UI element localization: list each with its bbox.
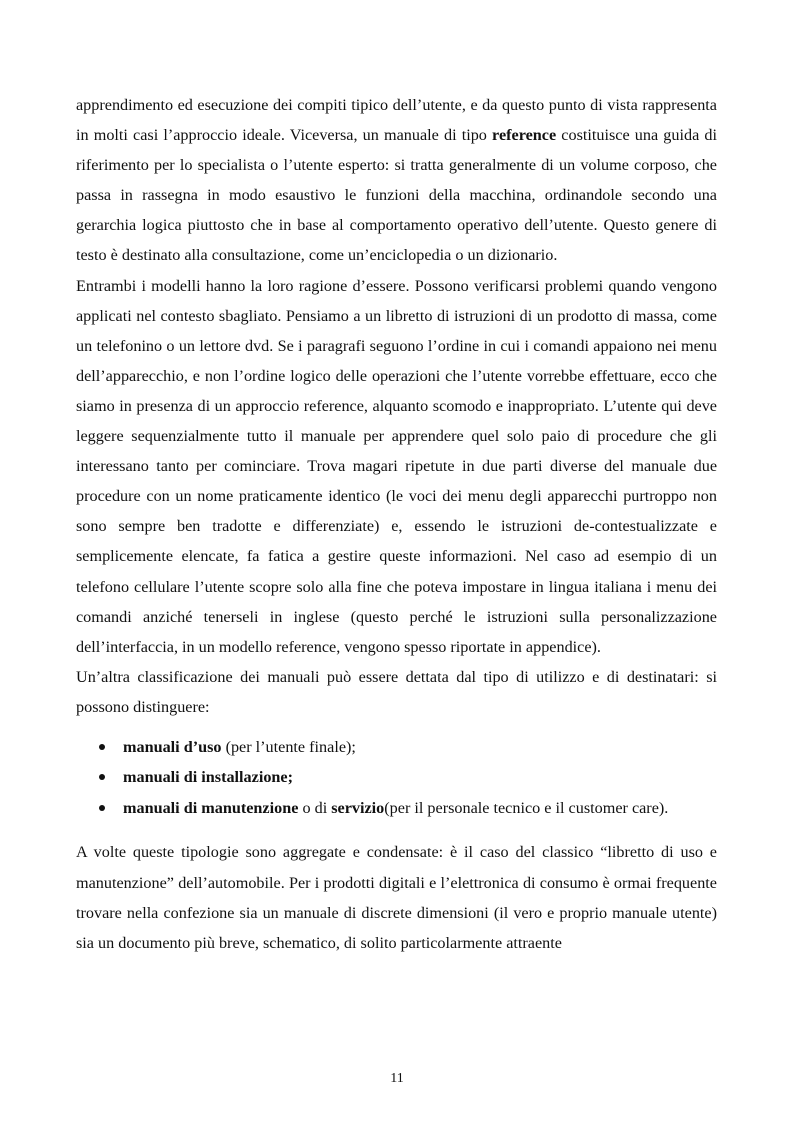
paragraph-4: A volte queste tipologie sono aggregate e condensate: è il caso del classico “libretto di uso e manutenzione” dell’automobile. Per i prodotti digitali e l’elettronica di consumo è ormai frequente trovare nella confezione sia un manuale di discrete dimensioni (il vero e proprio manuale utente) sia un documento più breve, schematico, di solito particolarmente attraente xyxy=(76,843,717,952)
page-number: 11 xyxy=(390,1071,404,1086)
paragraph-3: Un’altra classificazione dei manuali può essere dettata dal tipo di utilizzo e di destinatari: si possono distinguere: xyxy=(76,667,717,716)
list-item-bold: manuali di installazione; xyxy=(123,768,293,787)
list-item-bold: manuali di manutenzione xyxy=(123,798,299,817)
list-item xyxy=(76,762,717,793)
paragraph-2: Entrambi i modelli hanno la loro ragione d’essere. Possono verificarsi problemi quando vengono applicati nel contesto sbagliato. Pensiamo a un libretto di istruzioni di un prodotto di massa, come un telefonino o un lettore dvd. Se i paragrafi seguono l’ordine in cui i comandi appaiono nei menu dell’apparecchio, e non l’ordine logico delle operazioni che l’utente vorrebbe effettuare, ecco che siamo in presenza di un approccio reference, alquanto scomodo e inappropriato. L’utente qui deve leggere sequenzialmente tutto il manuale per apprendere quel solo paio di procedure che gli interessano tanto per cominciare. Trova magari ripetute in due parti diverse del manuale due procedure con un nome praticamente identico (le voci dei menu degli apparecchi purtroppo non sono sempre ben tradotte e differenziate) e, essendo le istruzioni de-contestualizzate e semplicemente elencate, fa fatica a gestire queste informazioni. Nel caso ad esempio di un telefono cellulare l’utente scopre solo alla fine che poteva impostare in lingua italiana i menu dei comandi anziché tenerseli in inglese (questo perché le istruzioni sulla personalizzazione dell’interfaccia, in un modello reference, vengono spesso riportate in appendice). xyxy=(76,276,717,656)
bullet-icon xyxy=(99,774,105,780)
paragraph-1-text-a: apprendimento ed esecuzione dei compiti tipico dell’utente, e da questo punto di vista rappresenta in molti casi l’approccio ideale. Viceversa, un manuale di tipo xyxy=(76,96,717,145)
list-item-text: o di xyxy=(298,798,332,817)
paragraph-1 xyxy=(76,90,717,271)
list-item xyxy=(76,732,717,763)
document-body xyxy=(76,90,717,958)
bullet-icon xyxy=(99,805,105,811)
list-item-text-2: (per il personale tecnico e il customer care). xyxy=(384,798,669,817)
list-item-bold: manuali d’uso xyxy=(123,737,222,756)
list-item xyxy=(76,793,717,824)
paragraph-1-text-b: costituisce una guida di riferimento per lo specialista o l’utente esperto: si tratta generalmente di un volume corposo, che passa in rassegna in modo esaustivo le funzioni della macchina, ordinandole secondo una gerarchia logica piuttosto che in base al comportamento operativo dell’utente. Questo genere di testo è destinato alla consultazione, come un’enciclopedia o un dizionario. xyxy=(76,126,717,265)
list-item-text: (per l’utente finale); xyxy=(221,737,356,756)
manual-types-list xyxy=(76,732,717,824)
paragraph-1-bold-term: reference xyxy=(492,126,557,145)
list-item-bold-2: servizio xyxy=(331,798,385,817)
bullet-icon xyxy=(99,744,105,750)
